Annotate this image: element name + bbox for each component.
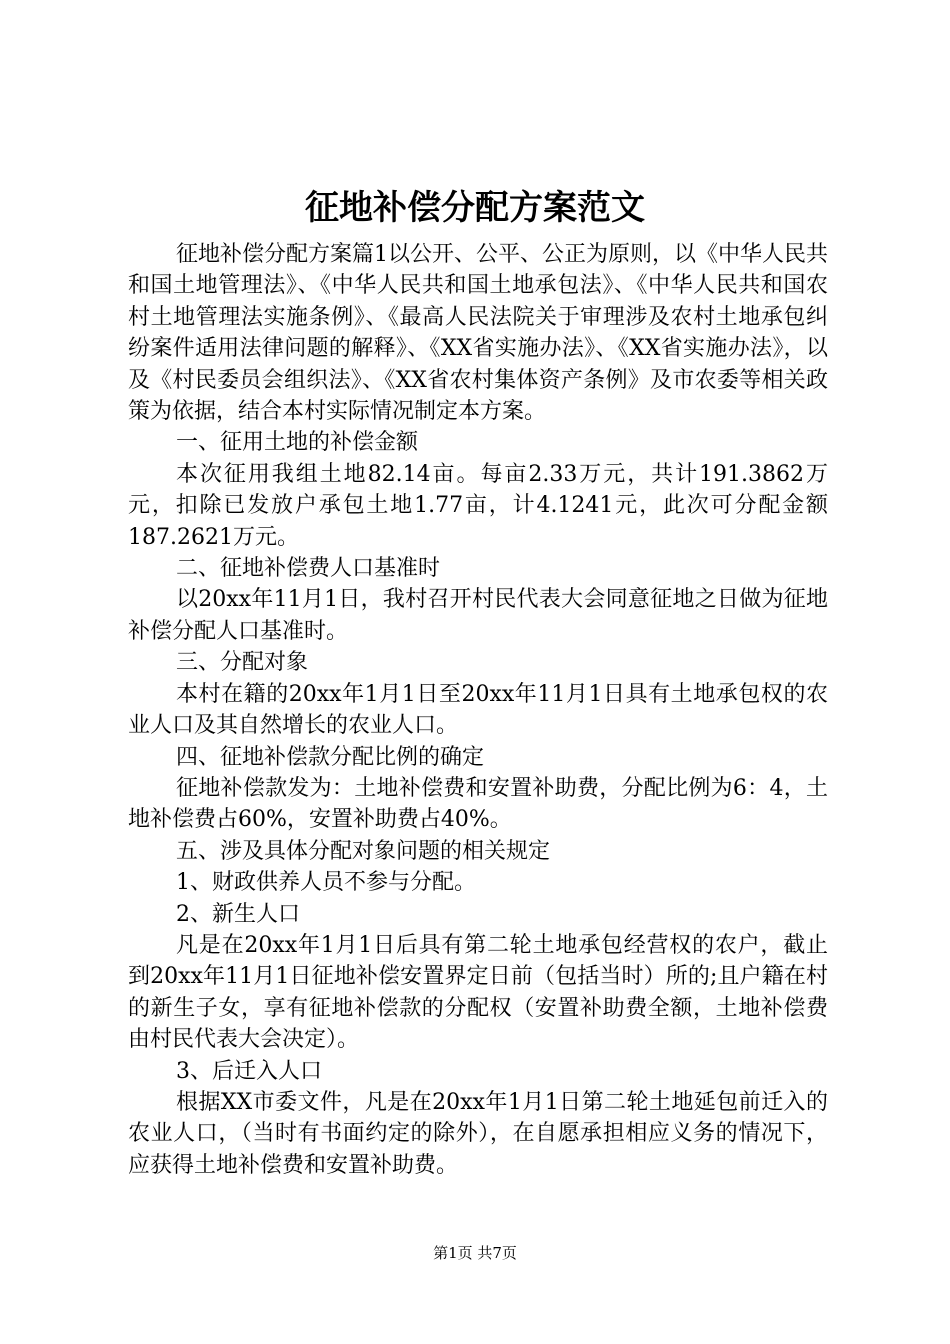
page-number: 第1页 共7页 xyxy=(433,1244,517,1262)
heading-section-3: 三、分配对象 xyxy=(176,650,309,676)
document-body xyxy=(128,239,828,1181)
paragraph-recipients: 本村在籍的20xx年1月1日至20xx年11月1日具有土地承包权的农业人口及其自然增长的农业人口。 xyxy=(128,681,828,739)
paragraph-newborn: 凡是在20xx年1月1日后具有第二轮土地承包经营权的农户，截止到20xx年11月1日征地补偿安置界定日前（包括当时）所的;且户籍在村的新生子女，享有征地补偿款的分配权（安置补助费全额，土地补偿费由村民代表大会决定）。 xyxy=(128,932,828,1053)
heading-section-2: 二、征地补偿费人口基准时 xyxy=(176,556,441,582)
paragraph-rule-2-heading: 2、新生人口 xyxy=(176,901,300,927)
paragraph-rule-3-heading: 3、后迁入人口 xyxy=(176,1058,322,1084)
heading-section-5: 五、涉及具体分配对象问题的相关规定 xyxy=(176,838,551,864)
paragraph-ratio: 征地补偿款发为：土地补偿费和安置补助费，分配比例为6：4，土地补偿费占60%，安置补助费占40%。 xyxy=(128,775,828,833)
document-title: 征地补偿分配方案范文 xyxy=(305,188,645,228)
heading-section-1: 一、征用土地的补偿金额 xyxy=(176,430,419,456)
paragraph-intro: 征地补偿分配方案篇1以公开、公平、公正为原则，以《中华人民共和国土地管理法》、《中华人民共和国土地承包法》、《中华人民共和国农村土地管理法实施条例》、《最高人民法院关于审理涉及农村土地承包纠纷案件适用法律问题的解释》、《XX省实施办法》、《XX省实施办法》，以及《村民委员会组织法》、《XX省农村集体资产条例》及市农委等相关政策为依据，结合本村实际情况制定本方案。 xyxy=(128,242,828,425)
paragraph-compensation-amount: 本次征用我组土地82.14亩。每亩2.33万元，共计191.3862万元，扣除已发放户承包土地1.77亩，计4.1241元，此次可分配金额187.2621万元。 xyxy=(128,461,828,550)
paragraph-base-time: 以20xx年11月1日，我村召开村民代表大会同意征地之日做为征地补偿分配人口基准时。 xyxy=(128,587,828,644)
paragraph-migrants: 根据XX市委文件，凡是在20xx年1月1日第二轮土地延包前迁入的农业人口，（当时有书面约定的除外），在自愿承担相应义务的情况下，应获得土地补偿费和安置补助费。 xyxy=(128,1089,828,1178)
heading-section-4: 四、征地补偿款分配比例的确定 xyxy=(176,744,485,770)
paragraph-rule-1: 1、财政供养人员不参与分配。 xyxy=(176,870,476,896)
